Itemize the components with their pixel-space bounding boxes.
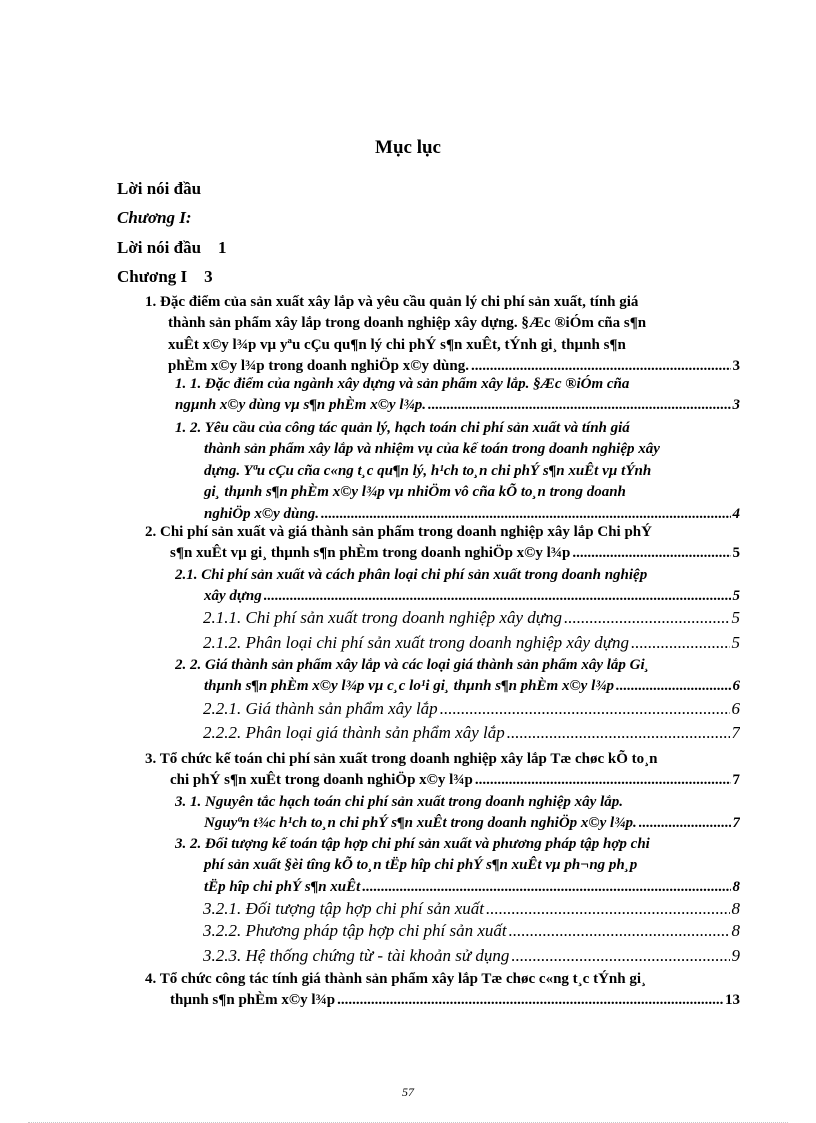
toc-page-number: 3	[732, 397, 740, 414]
toc-entry-2: 2. Chi phí sản xuất và giá thành sản phẩm trong doanh nghiệp xây lắp Chi phÝ s¶n xuÊt vµ gi¸ thµnh s¶n phÈm trong doanh nghiÖp x©y l¾p ..... 5	[145, 522, 740, 565]
toc-page-number: 4	[732, 505, 740, 522]
toc-top-entry-preface-page: Lời nói đầu 1	[117, 238, 227, 257]
toc-entry-4: 4. Tổ chức công tác tính giá thành sản phẩm xây lắp Tæ chøc c«ng t¸c tÝnh gi¸ thµnh s¶n phÈm x©y l¾p ..... 13	[145, 969, 740, 1012]
toc-top-entry-preface: Lời nói đầu	[117, 179, 202, 198]
toc-page-number: 5	[731, 608, 740, 627]
toc-page-number: 5	[731, 633, 740, 652]
toc-entry-2-2-1: 2.2.1. Giá thành sản phẩm xây lắp ..... 6	[203, 698, 740, 719]
toc-entry-3-1: 3. 1. Nguyên tắc hạch toán chi phí sản xuất trong doanh nghiệp xây lắp. Nguyªn t¾c h¹ch to¸n chi phÝ s¶n xuÊt trong doanh nghiÖp x©y l¾p. ..... 7	[175, 792, 740, 835]
toc-page-number: 8	[731, 921, 740, 940]
toc-entry-2-1-1: 2.1.1. Chi phí sản xuất trong doanh nghiệp xây dựng ..... 5	[203, 607, 740, 628]
toc-page-number: 8	[732, 878, 740, 895]
toc-page-number: 5	[732, 545, 740, 562]
toc-entry-1-2: 1. 2. Yêu cầu của công tác quản lý, hạch toán chi phí sản xuất và tính giá thành sản phẩm xây lắp và nhiệm vụ của kế toán trong doanh nghiệp xây dựng. Yªu cÇu cña c«ng t¸c qu¶n lý, h¹ch to¸n chi phÝ s¶n xuÊt vµ tÝnh gi¸ thµnh s¶n phÈm x©y l¾p vµ nhiÖm vô cña kÕ to¸n trong doanh nghiÖp x©y dùng. ..... 4	[175, 418, 740, 525]
toc-top-entry-chapter-page: Chương I 3	[117, 267, 213, 286]
toc-entry-3-2-3: 3.2.3. Hệ thống chứng từ - tài khoản sử dụng ..... 9	[203, 945, 740, 966]
toc-page-number: 6	[732, 678, 740, 695]
toc-page-number: 7	[732, 815, 740, 832]
toc-entry-3: 3. Tổ chức kế toán chi phí sản xuất trong doanh nghiệp xây lắp Tæ chøc kÕ to¸n chi phÝ s¶n xuÊt trong doanh nghiÖp x©y l¾p ..... 7	[145, 749, 740, 792]
toc-page-number: 13	[725, 992, 740, 1009]
toc-page-number: 7	[731, 723, 740, 742]
toc-page-number: 3	[732, 358, 740, 375]
toc-page-number: 9	[731, 946, 740, 965]
toc-entry-3-2-1: 3.2.1. Đối tượng tập hợp chi phí sản xuất ..... 8	[203, 898, 740, 919]
toc-entry-2-1-2: 2.1.2. Phân loại chi phí sản xuất trong doanh nghiệp xây dựng ..... 5	[203, 632, 740, 653]
toc-entry-1-1: 1. 1. Đặc điểm của ngành xây dựng và sản phẩm xây lắp. §Æc ®iÓm cña ngµnh x©y dùng vµ s¶n phÈm x©y l¾p. ..... 3	[175, 374, 740, 417]
toc-entry-3-2-2: 3.2.2. Phương pháp tập hợp chi phí sản xuất ..... 8	[203, 920, 740, 941]
toc-page-number: 8	[731, 899, 740, 918]
toc-page-number: 5	[732, 588, 740, 605]
toc-entry-2-2: 2. 2. Giá thành sản phẩm xây lắp và các loại giá thành sản phẩm xây lắp Gi¸ thµnh s¶n phÈm x©y l¾p vµ c¸c lo¹i gi¸ thµnh s¶n phÈm x©y l¾p ..... 6	[175, 655, 740, 698]
toc-page-number: 7	[732, 772, 740, 789]
page-number: 57	[402, 1085, 414, 1099]
toc-entry-3-2: 3. 2. Đối tượng kế toán tập hợp chi phí sản xuất và phương pháp tập hợp chi phí sản xuất §èi tîng kÕ to¸n tËp hîp chi phÝ s¶n xuÊt vµ ph¬ng ph¸p tËp hîp chi phÝ s¶n xuÊt ..... 8	[175, 834, 740, 898]
toc-entry-2-1: 2.1. Chi phí sản xuất và cách phân loại chi phí sản xuất trong doanh nghiệp xây dựng ..... 5	[175, 565, 740, 608]
page-title: Mục lục	[375, 137, 441, 158]
toc-entry-2-2-2: 2.2.2. Phân loại giá thành sản phẩm xây lắp ..... 7	[203, 722, 740, 743]
toc-entry-1: 1. Đặc điểm của sản xuất xây lắp và yêu cầu quản lý chi phí sản xuất, tính giá thành sản phẩm xây lắp trong doanh nghiệp xây dựng. §Æc ®iÓm cña s¶n xuÊt x©y l¾p vµ yªu cÇu qu¶n lý chi phÝ s¶n xuÊt, tÝnh gi¸ thµnh s¶n phÈm x©y l¾p trong doanh nghiÖp x©y dùng. ..... 3	[145, 292, 740, 378]
toc-top-entry-chapter: Chương I:	[117, 208, 192, 227]
toc-page-number: 6	[731, 699, 740, 718]
